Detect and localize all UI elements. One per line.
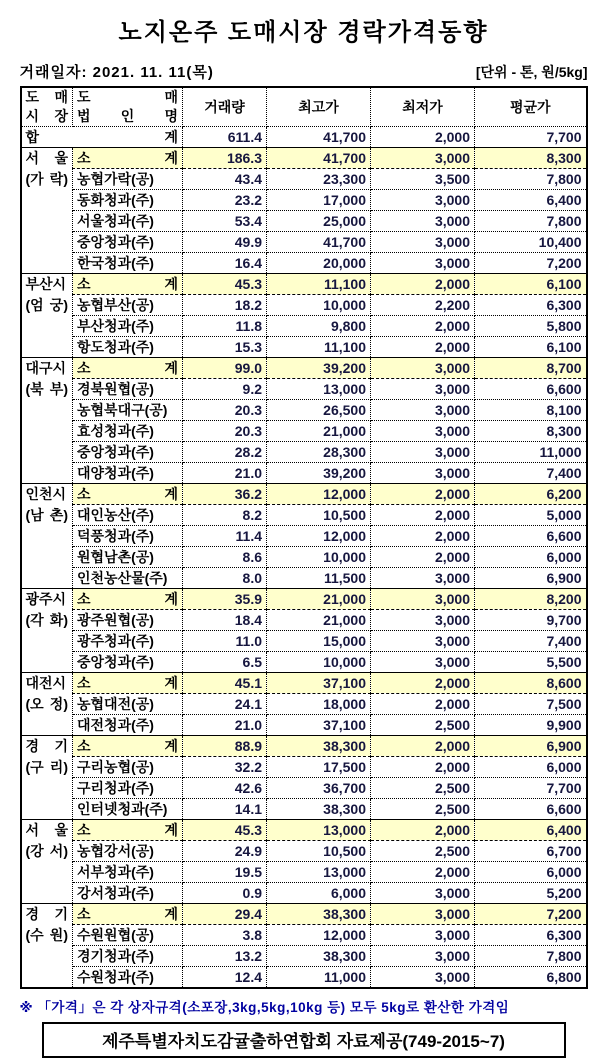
high-price-cell: 38,300 [267, 799, 371, 820]
corp-name-cell: 인천농산물(주) [73, 568, 183, 589]
corporation-row [21, 778, 587, 799]
market-name-line: 인천시 [25, 486, 67, 502]
subtotal-row [21, 820, 587, 841]
subtotal-avg-cell: 6,200 [475, 484, 587, 505]
subtotal-row [21, 589, 587, 610]
avg-price-cell: 9,900 [475, 715, 587, 736]
avg-price-cell: 6,000 [475, 862, 587, 883]
volume-cell: 18.2 [183, 295, 267, 316]
corporation-row [21, 505, 587, 526]
subtotal-row [21, 274, 587, 295]
high-price-cell: 12,000 [267, 925, 371, 946]
high-price-cell: 38,300 [267, 946, 371, 967]
col-header-market-line1: 도 매 [25, 89, 68, 105]
low-price-cell: 2,200 [371, 295, 475, 316]
avg-price-cell: 5,500 [475, 652, 587, 673]
data-source-box: 제주특별자치도감귤출하연합회 자료제공(749-2015~7) [42, 1022, 566, 1058]
high-price-cell: 10,000 [267, 652, 371, 673]
corp-name-cell: 부산청과(주) [73, 316, 183, 337]
low-price-cell: 2,000 [371, 505, 475, 526]
subtotal-avg-cell: 8,600 [475, 673, 587, 694]
corp-name-cell: 대양청과(주) [73, 463, 183, 484]
volume-cell: 53.4 [183, 211, 267, 232]
high-price-cell: 15,000 [267, 631, 371, 652]
corp-name-cell: 농협북대구(공) [73, 400, 183, 421]
corporation-row [21, 526, 587, 547]
high-price-cell: 13,000 [267, 862, 371, 883]
col-header-market-line2: 시 장 [25, 108, 68, 124]
subtotal-volume-cell: 36.2 [183, 484, 267, 505]
low-price-cell: 3,000 [371, 421, 475, 442]
market-cell [21, 274, 73, 358]
subtotal-label-cell: 소 계 [73, 148, 183, 169]
high-price-cell: 13,000 [267, 379, 371, 400]
col-header-low: 최저가 [371, 87, 475, 127]
low-price-cell: 3,000 [371, 652, 475, 673]
high-price-cell: 26,500 [267, 400, 371, 421]
corporation-row [21, 211, 587, 232]
high-price-cell: 12,000 [267, 526, 371, 547]
low-price-cell: 3,000 [371, 610, 475, 631]
market-name-line: 서 울 [25, 150, 68, 166]
volume-cell: 21.0 [183, 463, 267, 484]
avg-price-cell: 7,400 [475, 463, 587, 484]
volume-cell: 6.5 [183, 652, 267, 673]
low-price-cell: 3,000 [371, 883, 475, 904]
volume-cell: 20.3 [183, 421, 267, 442]
corp-name-cell: 농협부산(공) [73, 295, 183, 316]
volume-cell: 3.8 [183, 925, 267, 946]
low-price-cell: 3,000 [371, 463, 475, 484]
subtotal-low-cell: 3,000 [371, 589, 475, 610]
subtotal-volume-cell: 45.3 [183, 820, 267, 841]
low-price-cell: 3,000 [371, 190, 475, 211]
volume-cell: 11.0 [183, 631, 267, 652]
low-price-cell: 3,500 [371, 169, 475, 190]
corporation-row [21, 379, 587, 400]
market-name-line: (구 리) [25, 759, 68, 775]
market-name-line: (수 원) [25, 927, 68, 943]
high-price-cell: 11,100 [267, 337, 371, 358]
low-price-cell: 3,000 [371, 253, 475, 274]
market-name-line: (오 정) [25, 696, 68, 712]
corporation-row [21, 862, 587, 883]
corp-name-cell: 강서청과(주) [73, 883, 183, 904]
total-row [21, 127, 587, 148]
volume-cell: 12.4 [183, 967, 267, 989]
corporation-row [21, 568, 587, 589]
market-name-line: (북 부) [25, 381, 68, 397]
volume-cell: 13.2 [183, 946, 267, 967]
avg-price-cell: 6,300 [475, 295, 587, 316]
col-header-corp [73, 87, 183, 127]
corp-name-cell: 효성청과(주) [73, 421, 183, 442]
total-high-cell: 41,700 [267, 127, 371, 148]
corporation-row [21, 253, 587, 274]
avg-price-cell: 6,600 [475, 526, 587, 547]
col-header-corp-line1: 도 매 [77, 89, 178, 105]
subtotal-low-cell: 3,000 [371, 148, 475, 169]
volume-cell: 15.3 [183, 337, 267, 358]
subtotal-row [21, 736, 587, 757]
high-price-cell: 36,700 [267, 778, 371, 799]
corporation-row [21, 925, 587, 946]
high-price-cell: 37,100 [267, 715, 371, 736]
subtotal-avg-cell: 8,700 [475, 358, 587, 379]
corporation-row [21, 652, 587, 673]
avg-price-cell: 8,300 [475, 421, 587, 442]
corporation-row [21, 421, 587, 442]
high-price-cell: 20,000 [267, 253, 371, 274]
low-price-cell: 2,500 [371, 841, 475, 862]
subtotal-row [21, 904, 587, 925]
corporation-row [21, 799, 587, 820]
low-price-cell: 2,000 [371, 526, 475, 547]
avg-price-cell: 5,800 [475, 316, 587, 337]
volume-cell: 8.6 [183, 547, 267, 568]
corporation-row [21, 610, 587, 631]
low-price-cell: 2,000 [371, 862, 475, 883]
subtotal-avg-cell: 6,100 [475, 274, 587, 295]
volume-cell: 20.3 [183, 400, 267, 421]
corp-name-cell: 서울청과(주) [73, 211, 183, 232]
subtotal-label-cell: 소 계 [73, 484, 183, 505]
avg-price-cell: 6,600 [475, 379, 587, 400]
avg-price-cell: 8,100 [475, 400, 587, 421]
avg-price-cell: 7,800 [475, 211, 587, 232]
avg-price-cell: 9,700 [475, 610, 587, 631]
meta-row [20, 61, 588, 82]
subtotal-avg-cell: 8,200 [475, 589, 587, 610]
corporation-row [21, 883, 587, 904]
subtotal-low-cell: 2,000 [371, 274, 475, 295]
corporation-row [21, 400, 587, 421]
corporation-row [21, 295, 587, 316]
low-price-cell: 3,000 [371, 925, 475, 946]
corp-name-cell: 인터넷청과(주) [73, 799, 183, 820]
avg-price-cell: 6,900 [475, 568, 587, 589]
high-price-cell: 23,300 [267, 169, 371, 190]
subtotal-high-cell: 37,100 [267, 673, 371, 694]
low-price-cell: 2,000 [371, 694, 475, 715]
volume-cell: 8.2 [183, 505, 267, 526]
col-header-avg: 평균가 [475, 87, 587, 127]
corp-name-cell: 광주청과(주) [73, 631, 183, 652]
high-price-cell: 10,000 [267, 295, 371, 316]
price-table [20, 86, 588, 989]
volume-cell: 11.8 [183, 316, 267, 337]
corp-name-cell: 농협가락(공) [73, 169, 183, 190]
avg-price-cell: 6,300 [475, 925, 587, 946]
market-name-line: 부산시 [25, 276, 67, 292]
corp-name-cell: 수원청과(주) [73, 967, 183, 989]
corporation-row [21, 316, 587, 337]
corp-name-cell: 대전청과(주) [73, 715, 183, 736]
unit-label: [단위 - 톤, 원/5kg] [475, 64, 588, 80]
corp-name-cell: 대인농산(주) [73, 505, 183, 526]
corp-name-cell: 덕풍청과(주) [73, 526, 183, 547]
avg-price-cell: 6,700 [475, 841, 587, 862]
avg-price-cell: 6,600 [475, 799, 587, 820]
corp-name-cell: 한국청과(주) [73, 253, 183, 274]
market-cell [21, 736, 73, 820]
subtotal-row [21, 358, 587, 379]
high-price-cell: 25,000 [267, 211, 371, 232]
high-price-cell: 10,000 [267, 547, 371, 568]
subtotal-volume-cell: 88.9 [183, 736, 267, 757]
corporation-row [21, 337, 587, 358]
high-price-cell: 21,000 [267, 610, 371, 631]
high-price-cell: 28,300 [267, 442, 371, 463]
low-price-cell: 3,000 [371, 568, 475, 589]
corporation-row [21, 547, 587, 568]
volume-cell: 18.4 [183, 610, 267, 631]
corp-name-cell: 중앙청과(주) [73, 652, 183, 673]
corporation-row [21, 463, 587, 484]
low-price-cell: 3,000 [371, 232, 475, 253]
market-name-line: 서 울 [25, 822, 68, 838]
volume-cell: 11.4 [183, 526, 267, 547]
market-name-line: (각 화) [25, 612, 68, 628]
market-name-line: (남 촌) [25, 507, 68, 523]
subtotal-label-cell: 소 계 [73, 589, 183, 610]
avg-price-cell: 7,800 [475, 169, 587, 190]
avg-price-cell: 6,000 [475, 757, 587, 778]
total-label-cell: 합 계 [21, 127, 183, 148]
corporation-row [21, 841, 587, 862]
subtotal-low-cell: 2,000 [371, 484, 475, 505]
subtotal-avg-cell: 6,900 [475, 736, 587, 757]
subtotal-low-cell: 3,000 [371, 904, 475, 925]
volume-cell: 21.0 [183, 715, 267, 736]
low-price-cell: 3,000 [371, 442, 475, 463]
subtotal-label-cell: 소 계 [73, 673, 183, 694]
volume-cell: 43.4 [183, 169, 267, 190]
subtotal-label-cell: 소 계 [73, 358, 183, 379]
subtotal-label-cell: 소 계 [73, 904, 183, 925]
low-price-cell: 3,000 [371, 631, 475, 652]
low-price-cell: 3,000 [371, 379, 475, 400]
corporation-row [21, 631, 587, 652]
page-title: 노지온주 도매시장 경락가격동향 [118, 19, 489, 46]
volume-cell: 19.5 [183, 862, 267, 883]
high-price-cell: 10,500 [267, 841, 371, 862]
avg-price-cell: 7,200 [475, 253, 587, 274]
corp-name-cell: 항도청과(주) [73, 337, 183, 358]
corporation-row [21, 694, 587, 715]
header-row [21, 87, 587, 127]
low-price-cell: 2,000 [371, 316, 475, 337]
high-price-cell: 18,000 [267, 694, 371, 715]
avg-price-cell: 6,100 [475, 337, 587, 358]
subtotal-low-cell: 2,000 [371, 673, 475, 694]
market-cell [21, 148, 73, 274]
avg-price-cell: 7,800 [475, 946, 587, 967]
volume-cell: 49.9 [183, 232, 267, 253]
corporation-row [21, 442, 587, 463]
subtotal-high-cell: 11,100 [267, 274, 371, 295]
price-conversion-note: ※ 「가격」은 각 상자규격(소포장,3kg,5kg,10kg 등) 모두 5kg로 환산한 가격임 [19, 1000, 510, 1015]
corp-name-cell: 광주원협(공) [73, 610, 183, 631]
subtotal-row [21, 484, 587, 505]
avg-price-cell: 6,800 [475, 967, 587, 989]
corp-name-cell: 수원원협(공) [73, 925, 183, 946]
col-header-high: 최고가 [267, 87, 371, 127]
market-cell [21, 358, 73, 484]
subtotal-label-cell: 소 계 [73, 820, 183, 841]
high-price-cell: 17,000 [267, 190, 371, 211]
corporation-row [21, 169, 587, 190]
subtotal-volume-cell: 186.3 [183, 148, 267, 169]
corp-name-cell: 경북원협(공) [73, 379, 183, 400]
subtotal-label-cell: 소 계 [73, 274, 183, 295]
low-price-cell: 2,000 [371, 337, 475, 358]
avg-price-cell: 7,400 [475, 631, 587, 652]
corp-name-cell: 구리농협(공) [73, 757, 183, 778]
total-low-cell: 2,000 [371, 127, 475, 148]
avg-price-cell: 5,000 [475, 505, 587, 526]
subtotal-low-cell: 3,000 [371, 358, 475, 379]
subtotal-high-cell: 39,200 [267, 358, 371, 379]
subtotal-avg-cell: 8,300 [475, 148, 587, 169]
corp-name-cell: 중앙청과(주) [73, 442, 183, 463]
subtotal-high-cell: 13,000 [267, 820, 371, 841]
total-avg-cell: 7,700 [475, 127, 587, 148]
low-price-cell: 2,500 [371, 799, 475, 820]
volume-cell: 8.0 [183, 568, 267, 589]
high-price-cell: 41,700 [267, 232, 371, 253]
volume-cell: 0.9 [183, 883, 267, 904]
market-name-line: 대전시 [25, 675, 67, 691]
corp-name-cell: 경기청과(주) [73, 946, 183, 967]
corporation-row [21, 190, 587, 211]
avg-price-cell: 7,700 [475, 778, 587, 799]
corp-name-cell: 중앙청과(주) [73, 232, 183, 253]
corp-name-cell: 농협강서(공) [73, 841, 183, 862]
col-header-volume: 거래량 [183, 87, 267, 127]
high-price-cell: 39,200 [267, 463, 371, 484]
corp-name-cell: 동화청과(주) [73, 190, 183, 211]
high-price-cell: 9,800 [267, 316, 371, 337]
subtotal-avg-cell: 7,200 [475, 904, 587, 925]
market-cell [21, 820, 73, 904]
corp-name-cell: 서부청과(주) [73, 862, 183, 883]
corporation-row [21, 232, 587, 253]
subtotal-volume-cell: 29.4 [183, 904, 267, 925]
low-price-cell: 2,000 [371, 547, 475, 568]
corp-name-cell: 원협남촌(공) [73, 547, 183, 568]
volume-cell: 14.1 [183, 799, 267, 820]
col-header-corp-line2: 법 인 명 [77, 108, 178, 124]
corporation-row [21, 715, 587, 736]
low-price-cell: 3,000 [371, 400, 475, 421]
market-cell [21, 904, 73, 989]
low-price-cell: 3,000 [371, 967, 475, 989]
volume-cell: 32.2 [183, 757, 267, 778]
high-price-cell: 17,500 [267, 757, 371, 778]
high-price-cell: 21,000 [267, 421, 371, 442]
subtotal-volume-cell: 99.0 [183, 358, 267, 379]
avg-price-cell: 11,000 [475, 442, 587, 463]
market-name-line: 경 기 [25, 906, 68, 922]
trade-date-label: 거래일자: 2021. 11. 11(목) [19, 64, 214, 81]
market-name-line: (가 락) [25, 171, 68, 187]
market-cell [21, 589, 73, 673]
subtotal-volume-cell: 45.1 [183, 673, 267, 694]
subtotal-low-cell: 2,000 [371, 736, 475, 757]
avg-price-cell: 6,400 [475, 190, 587, 211]
volume-cell: 9.2 [183, 379, 267, 400]
market-name-line: 광주시 [25, 591, 67, 607]
avg-price-cell: 5,200 [475, 883, 587, 904]
volume-cell: 28.2 [183, 442, 267, 463]
market-name-line: (엄 궁) [25, 297, 68, 313]
avg-price-cell: 7,500 [475, 694, 587, 715]
corporation-row [21, 757, 587, 778]
subtotal-high-cell: 41,700 [267, 148, 371, 169]
low-price-cell: 3,000 [371, 946, 475, 967]
low-price-cell: 2,500 [371, 778, 475, 799]
low-price-cell: 3,000 [371, 211, 475, 232]
subtotal-high-cell: 38,300 [267, 736, 371, 757]
market-cell [21, 484, 73, 589]
corp-name-cell: 구리청과(주) [73, 778, 183, 799]
high-price-cell: 10,500 [267, 505, 371, 526]
corporation-row [21, 946, 587, 967]
col-header-market [21, 87, 73, 127]
subtotal-high-cell: 21,000 [267, 589, 371, 610]
subtotal-low-cell: 2,000 [371, 820, 475, 841]
market-name-line: (강 서) [25, 843, 68, 859]
volume-cell: 24.1 [183, 694, 267, 715]
low-price-cell: 2,500 [371, 715, 475, 736]
low-price-cell: 2,000 [371, 757, 475, 778]
high-price-cell: 6,000 [267, 883, 371, 904]
high-price-cell: 11,000 [267, 967, 371, 989]
high-price-cell: 11,500 [267, 568, 371, 589]
avg-price-cell: 6,000 [475, 547, 587, 568]
subtotal-avg-cell: 6,400 [475, 820, 587, 841]
subtotal-high-cell: 38,300 [267, 904, 371, 925]
corp-name-cell: 농협대전(공) [73, 694, 183, 715]
volume-cell: 24.9 [183, 841, 267, 862]
volume-cell: 23.2 [183, 190, 267, 211]
subtotal-label-cell: 소 계 [73, 736, 183, 757]
total-volume-cell: 611.4 [183, 127, 267, 148]
subtotal-volume-cell: 35.9 [183, 589, 267, 610]
avg-price-cell: 10,400 [475, 232, 587, 253]
market-name-line: 대구시 [25, 360, 67, 376]
subtotal-high-cell: 12,000 [267, 484, 371, 505]
market-cell [21, 673, 73, 736]
volume-cell: 42.6 [183, 778, 267, 799]
subtotal-row [21, 673, 587, 694]
market-name-line: 경 기 [25, 738, 68, 754]
corporation-row [21, 967, 587, 989]
subtotal-row [21, 148, 587, 169]
subtotal-volume-cell: 45.3 [183, 274, 267, 295]
volume-cell: 16.4 [183, 253, 267, 274]
